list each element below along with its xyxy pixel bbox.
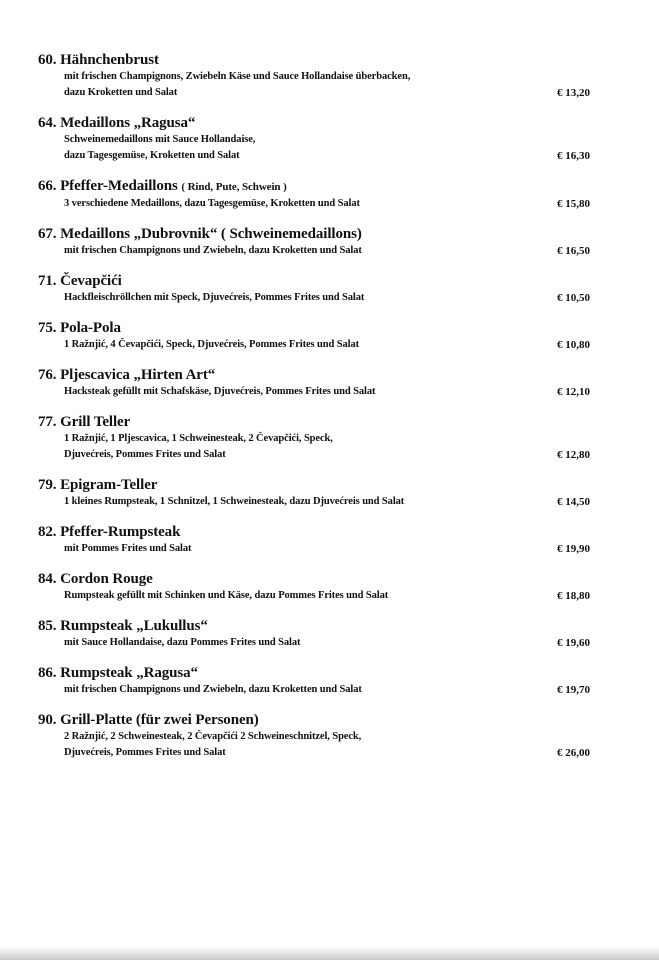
menu-item-number: 67. xyxy=(38,226,57,242)
menu-item-price: € 12,10 xyxy=(557,386,590,398)
menu-item xyxy=(38,618,598,651)
menu-item-price: € 12,80 xyxy=(557,449,590,461)
menu-item xyxy=(38,414,598,463)
menu-item-number: 76. xyxy=(38,367,57,383)
menu-item-description: 3 verschiedene Medaillons, dazu Tagesgemüse, Kroketten und Salat xyxy=(64,198,360,209)
menu-item xyxy=(38,320,598,353)
menu-item-number: 77. xyxy=(38,414,57,430)
menu-item-title xyxy=(38,414,598,431)
menu-item xyxy=(38,52,598,101)
menu-item-name: Medaillons „Ragusa“ xyxy=(60,115,196,131)
menu-item-price: € 14,50 xyxy=(557,496,590,508)
menu-item-number: 84. xyxy=(38,571,57,587)
menu-item-title xyxy=(38,115,598,132)
menu-item-price: € 13,20 xyxy=(557,87,590,99)
menu-item-number: 79. xyxy=(38,477,57,493)
menu-item-description: mit frischen Champignons und Zwiebeln, dazu Kroketten und Salat xyxy=(64,684,362,695)
menu-item-number: 75. xyxy=(38,320,57,336)
menu-item-description: dazu Tagesgemüse, Kroketten und Salat xyxy=(64,150,240,161)
menu-item-number: 71. xyxy=(38,273,57,289)
menu-item-title xyxy=(38,477,598,494)
menu-item-description: dazu Kroketten und Salat xyxy=(64,87,178,98)
menu-item-name: Pfeffer-Medaillons xyxy=(60,178,178,194)
menu-item-title xyxy=(38,226,598,243)
menu-item xyxy=(38,477,598,510)
menu-item-name: Pljescavica „Hirten Art“ xyxy=(60,367,216,383)
menu-item-name-note: ( Rind, Pute, Schwein ) xyxy=(181,181,287,193)
menu-item-price: € 10,80 xyxy=(557,339,590,351)
menu-item xyxy=(38,178,598,212)
menu-item-title xyxy=(38,52,598,69)
menu-item-description: 1 kleines Rumpsteak, 1 Schnitzel, 1 Schweinesteak, dazu Djuvećreis und Salat xyxy=(64,496,405,507)
menu-item-price: € 19,60 xyxy=(557,637,590,649)
menu-item-price: € 26,00 xyxy=(557,747,590,759)
menu-item-name: Medaillons „Dubrovnik“ ( Schweinemedaillons) xyxy=(60,226,362,242)
menu-item-name: Pola-Pola xyxy=(60,320,121,336)
menu-item-price: € 19,90 xyxy=(557,543,590,555)
menu-item xyxy=(38,712,598,761)
menu-item-name: Hähnchenbrust xyxy=(60,52,159,68)
menu-item-description: mit Sauce Hollandaise, dazu Pommes Frites und Salat xyxy=(64,637,301,648)
menu-item-title xyxy=(38,320,598,337)
menu-item-title xyxy=(38,273,598,290)
menu-item-price: € 10,50 xyxy=(557,292,590,304)
menu-item xyxy=(38,571,598,604)
menu-item-price: € 16,50 xyxy=(557,245,590,257)
menu-item-description: Djuvećreis, Pommes Frites und Salat xyxy=(64,449,226,460)
menu-item-description: 2 Ražnjić, 2 Schweinesteak, 2 Čevapčići 2 Schweineschnitzel, Speck, xyxy=(64,731,362,742)
menu-item xyxy=(38,367,598,400)
menu-item-number: 90. xyxy=(38,712,57,728)
menu-item-description: Djuvećreis, Pommes Frites und Salat xyxy=(64,747,226,758)
menu-item-name: Rumpsteak „Lukullus“ xyxy=(60,618,208,634)
menu-item-description: Hacksteak gefüllt mit Schafskäse, Djuvećreis, Pommes Frites und Salat xyxy=(64,386,376,397)
menu-item-description: 1 Ražnjić, 4 Čevapčići, Speck, Djuvećreis, Pommes Frites und Salat xyxy=(64,339,360,350)
menu-item-description: Rumpsteak gefüllt mit Schinken und Käse, dazu Pommes Frites und Salat xyxy=(64,590,389,601)
menu-item-description: mit frischen Champignons und Zwiebeln, dazu Kroketten und Salat xyxy=(64,245,362,256)
menu-item-price: € 18,80 xyxy=(557,590,590,602)
menu-item-name: Grill Teller xyxy=(60,414,131,430)
menu-item-number: 85. xyxy=(38,618,57,634)
menu-item-number: 66. xyxy=(38,178,57,194)
menu-item-title xyxy=(38,524,598,541)
menu-item-name: Rumpsteak „Ragusa“ xyxy=(60,665,198,681)
menu-item xyxy=(38,226,598,259)
menu-item-title xyxy=(38,618,598,635)
menu-item xyxy=(38,524,598,557)
menu-item-description: Schweinemedaillons mit Sauce Hollandaise, xyxy=(64,134,256,145)
menu-item-title xyxy=(38,178,598,196)
menu-item-title xyxy=(38,571,598,588)
menu-item-description: mit Pommes Frites und Salat xyxy=(64,543,192,554)
menu-item-price: € 15,80 xyxy=(557,198,590,210)
menu-item-name: Epigram-Teller xyxy=(60,477,158,493)
menu-item-description: Hackfleischröllchen mit Speck, Djuvećreis, Pommes Frites und Salat xyxy=(64,292,365,303)
menu-item-name: Grill-Platte (für zwei Personen) xyxy=(60,712,259,728)
menu-item xyxy=(38,115,598,164)
menu-item-number: 86. xyxy=(38,665,57,681)
menu-item-name: Čevapčići xyxy=(60,273,122,289)
page-bottom-edge xyxy=(0,946,659,960)
menu-item-name: Pfeffer-Rumpsteak xyxy=(60,524,181,540)
menu-item-title xyxy=(38,665,598,682)
menu-item-price: € 16,30 xyxy=(557,150,590,162)
menu-item-name: Cordon Rouge xyxy=(60,571,153,587)
menu-item-description: 1 Ražnjić, 1 Pljescavica, 1 Schweinesteak, 2 Čevapčići, Speck, xyxy=(64,433,333,444)
menu-item-number: 60. xyxy=(38,52,57,68)
menu-item-description: mit frischen Champignons, Zwiebeln Käse und Sauce Hollandaise überbacken, xyxy=(64,71,411,82)
menu-list xyxy=(38,52,598,775)
menu-item-number: 64. xyxy=(38,115,57,131)
menu-item xyxy=(38,273,598,306)
menu-item-number: 82. xyxy=(38,524,57,540)
menu-item xyxy=(38,665,598,698)
menu-item-price: € 19,70 xyxy=(557,684,590,696)
menu-item-title xyxy=(38,367,598,384)
menu-item-title xyxy=(38,712,598,729)
